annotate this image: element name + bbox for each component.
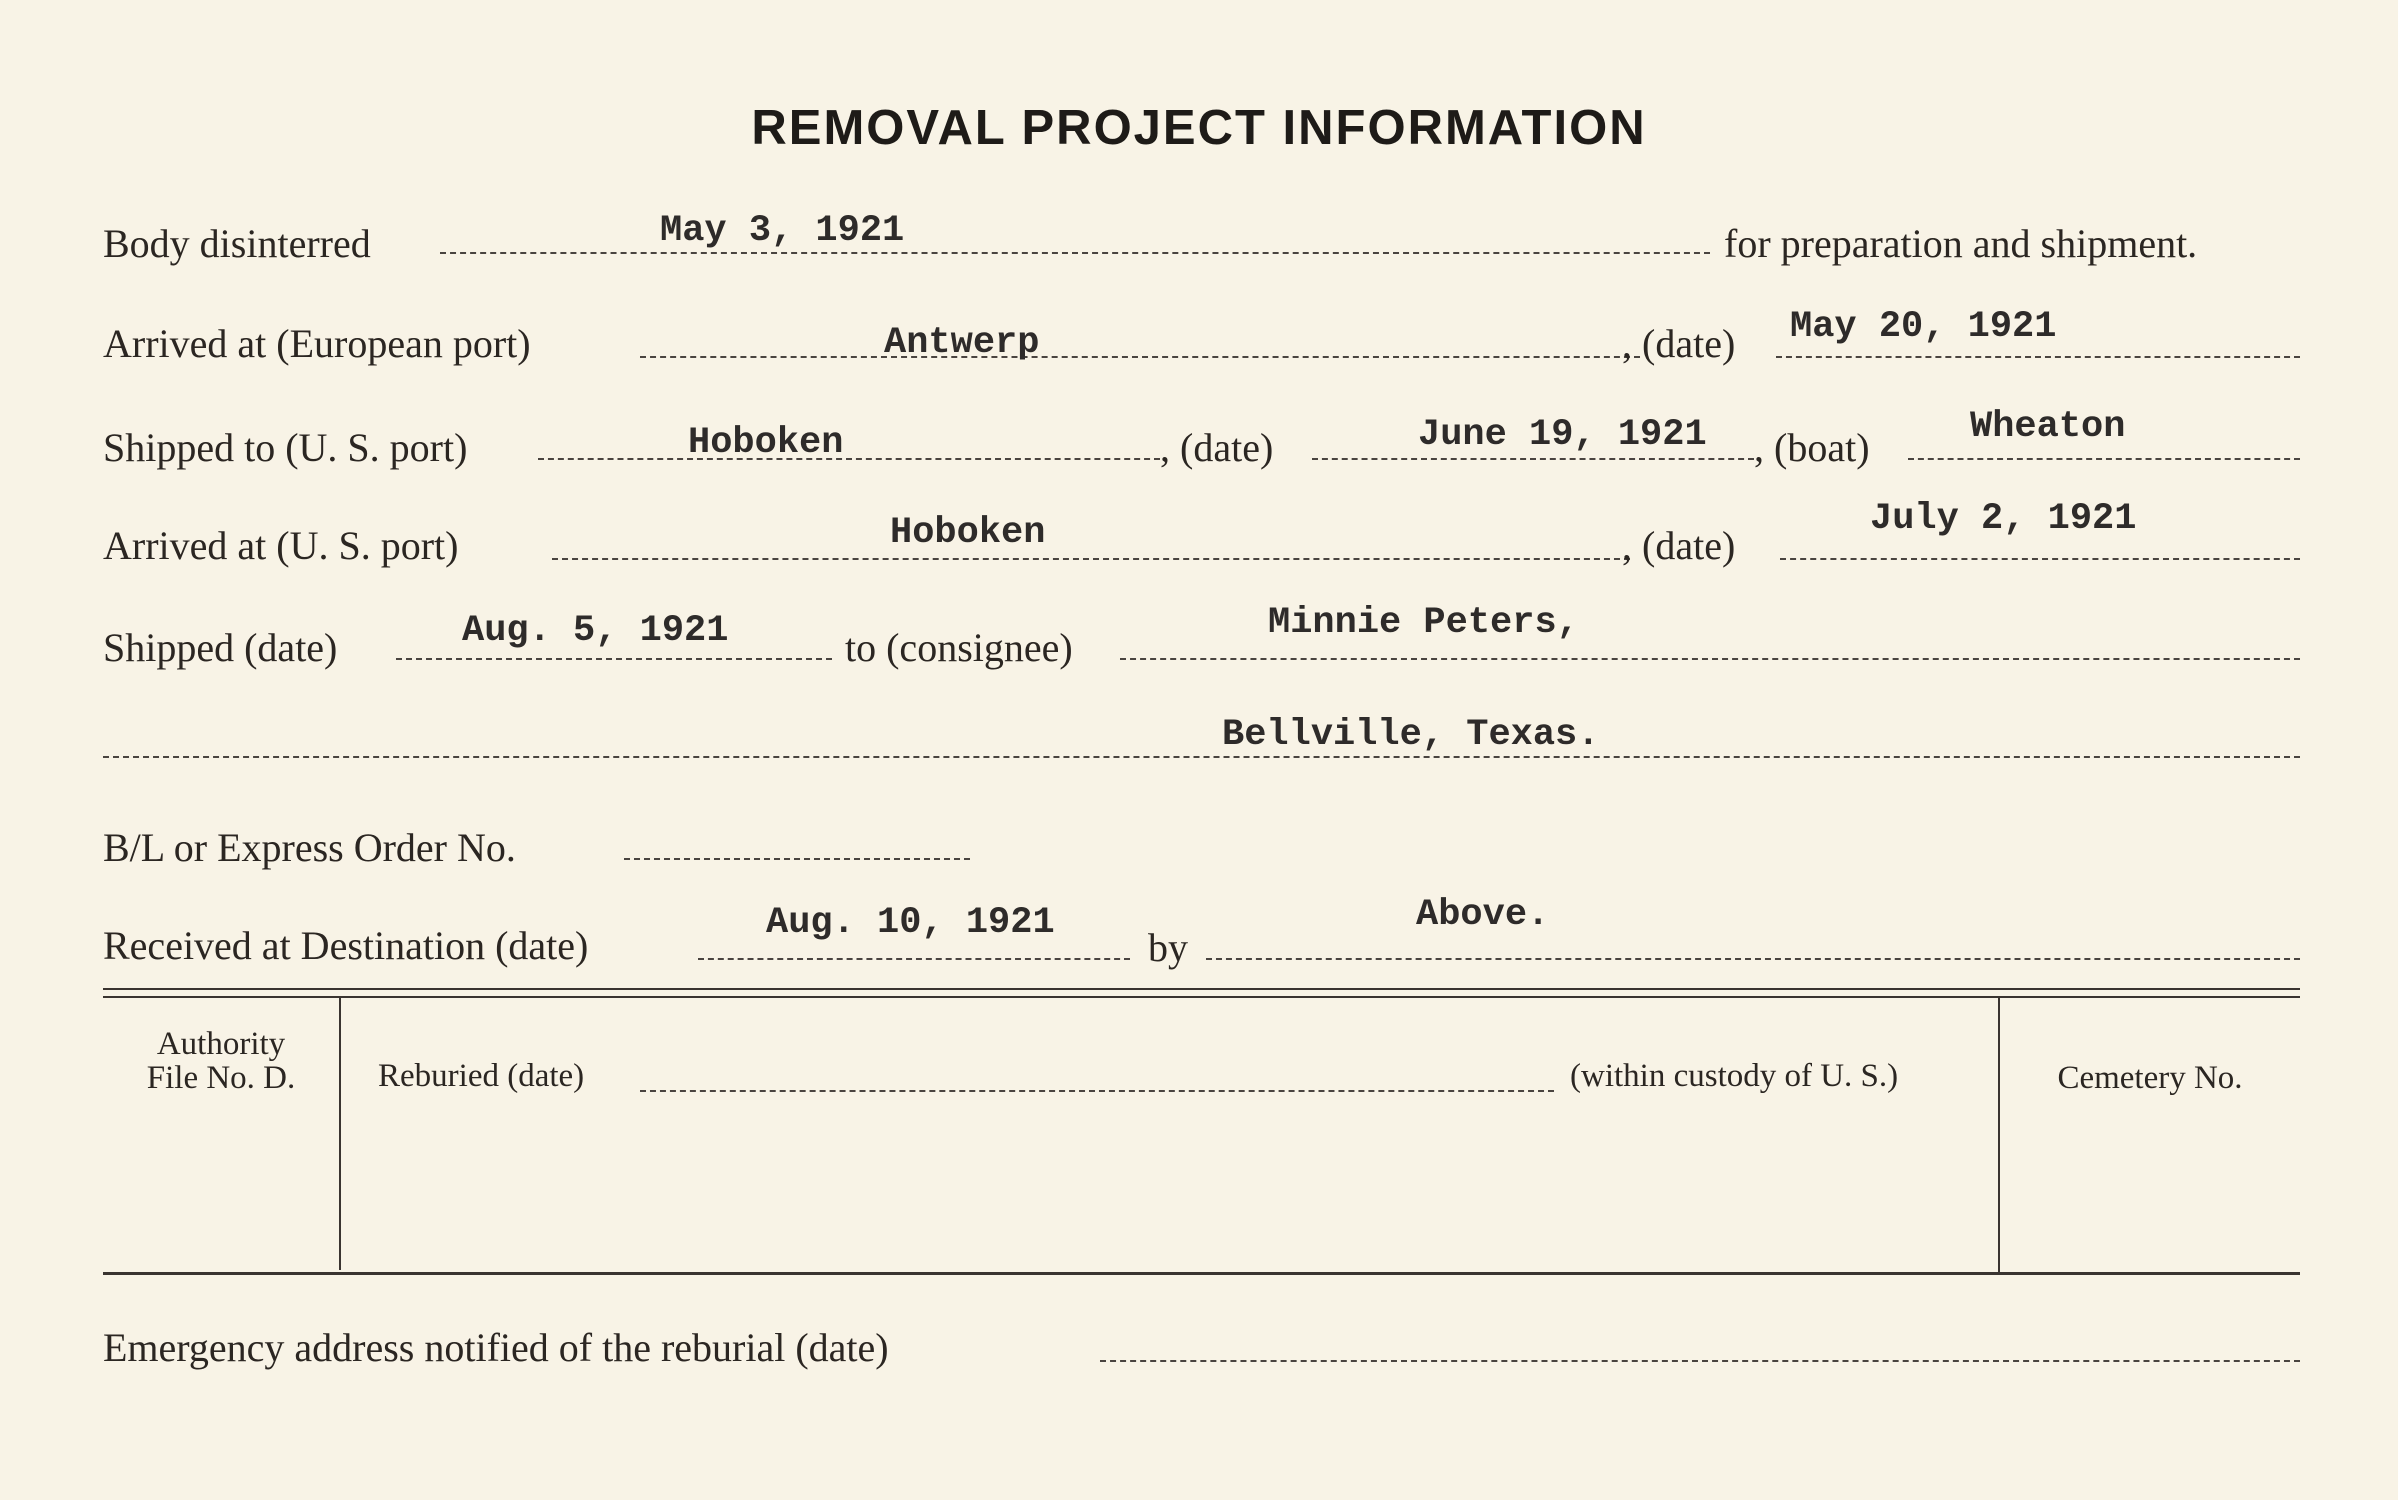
us-arrival-port-value: Hoboken [890, 512, 1046, 554]
us-ship-port-line [538, 458, 1160, 460]
arrived-us-port-label: Arrived at (U. S. port) [103, 523, 459, 568]
shipped-to-us-port-label: Shipped to (U. S. port) [103, 425, 468, 470]
section-top-rule [103, 988, 2300, 990]
arrived-european-port-label: Arrived at (European port) [103, 321, 531, 366]
custody-label: (within custody of U. S.) [1570, 1058, 1899, 1094]
boat-label: , (boat) [1754, 425, 1870, 470]
us-arrival-date-line [1780, 558, 2300, 560]
card-title: REMOVAL PROJECT INFORMATION [751, 101, 1647, 155]
shipped-date-line [396, 658, 832, 660]
cemetery-no-label: Cemetery No. [2057, 1060, 2243, 1096]
boat-line [1908, 458, 2300, 460]
us-ship-date-value: June 19, 1921 [1418, 414, 1707, 456]
european-date-line [1776, 356, 2300, 358]
reburied-date-line [640, 1090, 1554, 1092]
received-by-line [1206, 958, 2300, 960]
emergency-address-label: Emergency address notified of the reburial (date) [103, 1325, 889, 1370]
european-arrival-date-value: May 20, 1921 [1790, 306, 2057, 348]
bl-express-order-line [624, 858, 970, 860]
emergency-date-line [1100, 1360, 2300, 1362]
disinterred-line [440, 252, 1710, 254]
by-label: by [1148, 925, 1188, 970]
shipped-date-value: Aug. 5, 1921 [462, 610, 729, 652]
bl-express-order-label: B/L or Express Order No. [103, 825, 516, 870]
european-date-label: , (date) [1622, 321, 1736, 366]
authority-divider [339, 998, 341, 1270]
file-no-label: File No. D. [146, 1060, 296, 1096]
cemetery-divider [1998, 998, 2000, 1272]
received-date-value: Aug. 10, 1921 [766, 902, 1055, 944]
us-arrival-port-line [552, 558, 1630, 560]
section-top-rule-double [103, 996, 2300, 998]
consignee-name-value: Minnie Peters, [1268, 602, 1579, 644]
consignee-address-value: Bellville, Texas. [1222, 714, 1600, 756]
received-date-line [698, 958, 1130, 960]
us-arrival-date-value: July 2, 1921 [1870, 498, 2137, 540]
for-preparation-label: for preparation and shipment. [1724, 221, 2198, 266]
shipped-date-label: Shipped (date) [103, 625, 338, 670]
us-ship-date-line [1312, 458, 1754, 460]
disinterred-date-value: May 3, 1921 [660, 210, 905, 252]
european-port-value: Antwerp [884, 322, 1040, 364]
reburied-date-label: Reburied (date) [378, 1058, 585, 1094]
us-ship-port-value: Hoboken [688, 422, 844, 464]
european-port-line [640, 356, 1640, 358]
us-ship-date-label: , (date) [1160, 425, 1274, 470]
received-destination-label: Received at Destination (date) [103, 923, 589, 968]
to-consignee-label: to (consignee) [845, 625, 1073, 670]
consignee-line [1120, 658, 2300, 660]
us-arrival-date-label: , (date) [1622, 523, 1736, 568]
boat-value: Wheaton [1970, 406, 2126, 448]
section-bottom-rule [103, 1272, 2300, 1275]
body-disinterred-label: Body disinterred [103, 221, 371, 266]
received-by-value: Above. [1416, 894, 1550, 936]
consignee-address-line [103, 756, 2300, 758]
authority-label: Authority [156, 1026, 286, 1062]
